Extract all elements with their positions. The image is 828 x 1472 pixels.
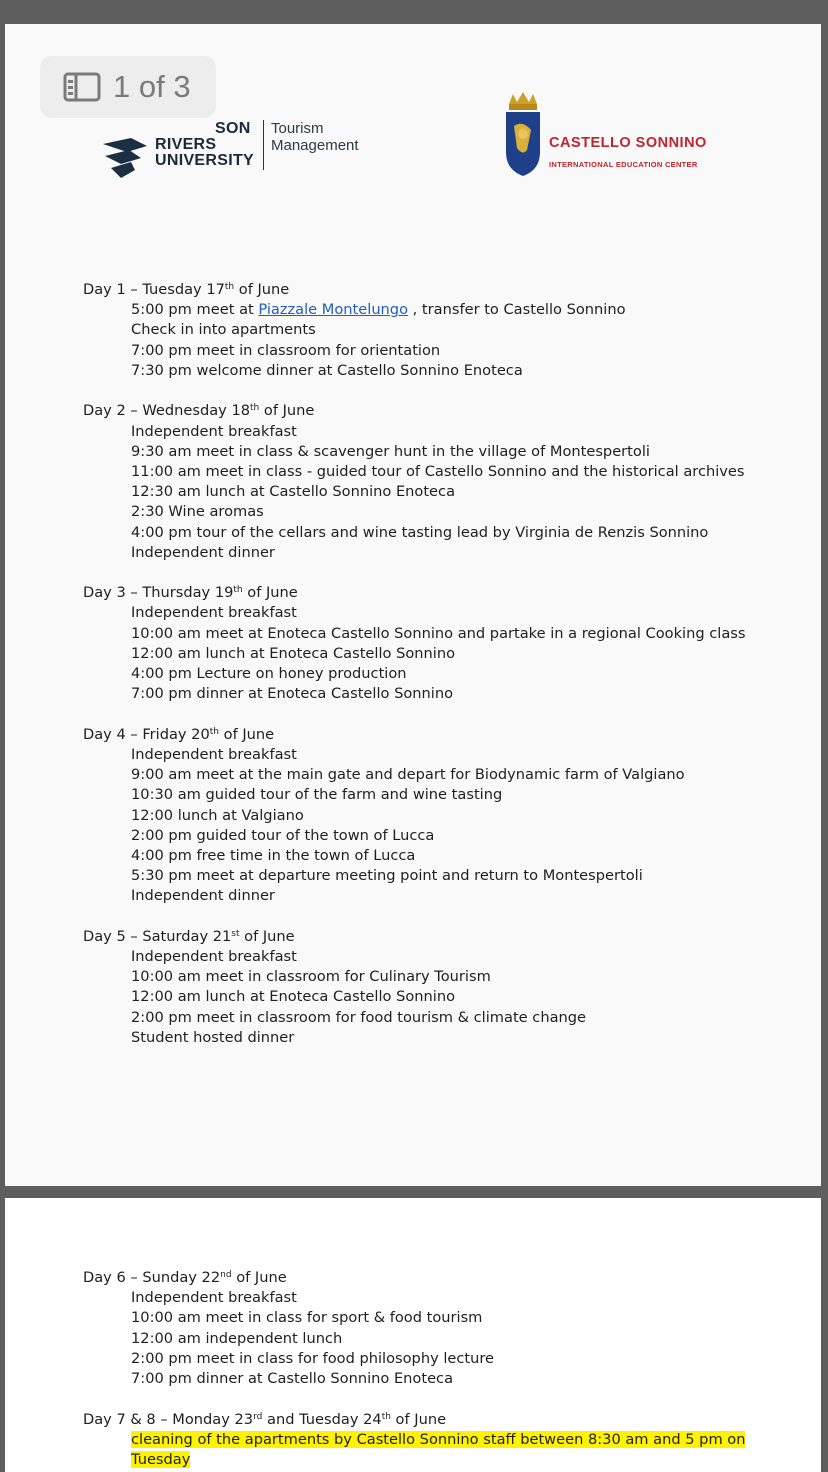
day-7-8 — [83, 1410, 821, 1471]
schedule-item: 10:30 am guided tour of the farm and wine tasting — [131, 786, 503, 804]
ordinal-suffix: th — [209, 726, 219, 737]
wordmark-line: UNIVERSITY — [155, 152, 255, 169]
day-heading — [83, 725, 821, 745]
schedule-item: 4:00 pm Lecture on honey production — [131, 665, 407, 683]
schedule-item: Student hosted dinner — [131, 1028, 295, 1046]
ordinal-suffix: nd — [220, 1270, 232, 1280]
schedule-item: 2:30 Wine aromas — [131, 503, 264, 521]
day-heading — [83, 401, 821, 421]
document-page-1 — [5, 24, 821, 1186]
heading-text: of June — [219, 725, 275, 743]
schedule-item: 2:00 pm guided tour of the town of Lucca — [131, 826, 435, 844]
schedule-item — [83, 300, 751, 320]
schedule-text: , transfer to Castello Sonnino — [408, 301, 626, 319]
highlighted-text: cleaning of the apartments by Castello Sonnino staff between 8:30 am and 5 pm on Tuesday — [131, 1430, 746, 1468]
department-line: Tourism — [271, 120, 324, 137]
itinerary — [83, 280, 821, 1068]
schedule-item: Independent breakfast — [131, 948, 297, 966]
schedule-item: 7:00 pm meet in classroom for orientation — [131, 341, 441, 359]
ordinal-suffix: rd — [253, 1411, 263, 1422]
department-line: Management — [271, 137, 359, 154]
schedule-item: 12:00 am lunch at Enoteca Castello Sonnino — [131, 988, 456, 1006]
schedule-item: 4:00 pm tour of the cellars and wine tasting lead by Virginia de Renzis Sonnino — [131, 523, 709, 541]
schedule-item: Independent breakfast — [131, 745, 297, 763]
heading-text: of June — [390, 1410, 447, 1428]
heading-text: Day 2 – Wednesday 18 — [83, 402, 251, 420]
day-1 — [83, 280, 821, 381]
day-2 — [83, 401, 821, 563]
day-heading — [83, 280, 821, 300]
schedule-item: Check in into apartments — [131, 321, 316, 339]
schedule-item: 11:00 am meet in class - guided tour of Castello Sonnino and the historical archives — [131, 462, 745, 480]
schedule-item: 9:30 am meet in class & scavenger hunt in the village of Montespertoli — [131, 442, 650, 460]
schedule-text: 5:00 pm meet at — [131, 301, 259, 319]
itinerary-continued — [83, 1268, 821, 1472]
heading-text: Day 5 – Saturday 21 — [83, 927, 232, 945]
heading-text: of June — [259, 402, 315, 420]
castello-sonnino-name: CASTELLO SONNINO — [549, 135, 707, 151]
day-heading — [83, 1268, 821, 1288]
heading-text: of June — [239, 927, 295, 945]
heading-text: of June — [234, 281, 290, 298]
schedule-item: Independent breakfast — [131, 604, 297, 622]
schedule-item: 10:00 am meet at Enoteca Castello Sonnino and partake in a regional Cooking class — [131, 624, 746, 642]
castello-sonnino-logo — [503, 90, 733, 182]
day-6 — [83, 1268, 821, 1389]
schedule-item: 2:00 pm meet in class for food philosophy lecture — [131, 1349, 495, 1367]
department-name — [271, 120, 359, 154]
schedule-item: 10:00 am meet in class for sport & food tourism — [131, 1309, 483, 1327]
schedule-item: Independent breakfast — [131, 422, 297, 440]
piazzale-montelungo-link[interactable]: Piazzale Montelungo — [258, 301, 409, 319]
heading-text: Day 1 – Tuesday 17 — [83, 281, 225, 298]
ordinal-suffix: st — [231, 928, 240, 939]
day-4 — [83, 725, 821, 907]
university-mark-icon — [101, 136, 151, 180]
schedule-item: Independent breakfast — [131, 1289, 297, 1307]
document-page-2 — [5, 1198, 821, 1472]
ordinal-suffix: th — [381, 1411, 391, 1422]
wordmark-line: SON — [215, 120, 251, 137]
heading-text: and Tuesday 24 — [262, 1410, 382, 1428]
heading-text: of June — [231, 1269, 287, 1286]
schedule-item: Independent dinner — [131, 543, 275, 561]
schedule-item: Independent dinner — [131, 887, 275, 905]
heading-text: Day 7 & 8 – Monday 23 — [83, 1410, 254, 1428]
page-list-icon — [63, 72, 101, 102]
schedule-item: 7:00 pm dinner at Castello Sonnino Enoteca — [131, 1370, 454, 1388]
ordinal-suffix: th — [233, 585, 243, 596]
schedule-item: 12:30 am lunch at Castello Sonnino Enoteca — [131, 483, 456, 501]
crest-icon — [503, 90, 543, 178]
schedule-item: 5:30 pm meet at departure meeting point and return to Montespertoli — [131, 867, 643, 885]
ordinal-suffix: th — [224, 282, 235, 292]
schedule-item: 7:00 pm dinner at Enoteca Castello Sonnino — [131, 685, 454, 703]
heading-text: Day 4 – Friday 20 — [83, 725, 210, 743]
day-3 — [83, 583, 821, 704]
ordinal-suffix: th — [250, 403, 260, 414]
schedule-item: 2:00 pm meet in classroom for food tourism & climate change — [131, 1008, 586, 1026]
schedule-item: 12:00 am lunch at Enoteca Castello Sonnino — [131, 644, 456, 662]
schedule-item: 9:00 am meet at the main gate and depart for Biodynamic farm of Valgiano — [131, 766, 685, 784]
highlighted-item — [83, 1430, 751, 1470]
schedule-item: 12:00 lunch at Valgiano — [131, 806, 304, 824]
heading-text: Day 6 – Sunday 22 — [83, 1269, 221, 1286]
wordmark-line: RIVERS — [155, 136, 217, 153]
schedule-item: 4:00 pm free time in the town of Lucca — [131, 846, 416, 864]
schedule-item: 10:00 am meet in classroom for Culinary Tourism — [131, 968, 491, 986]
castello-sonnino-subtitle: INTERNATIONAL EDUCATION CENTER — [549, 160, 698, 169]
schedule-item: 12:00 am independent lunch — [131, 1329, 343, 1347]
schedule-item: 7:30 pm welcome dinner at Castello Sonnino Enoteca — [131, 361, 523, 379]
heading-text: of June — [242, 584, 298, 602]
heading-text: Day 3 – Thursday 19 — [83, 584, 234, 602]
day-heading — [83, 927, 821, 947]
day-5 — [83, 927, 821, 1048]
day-heading — [83, 1410, 821, 1430]
page-counter[interactable] — [40, 56, 216, 118]
page-counter-label: 1 of 3 — [113, 69, 191, 104]
day-heading — [83, 583, 821, 603]
logo-divider — [263, 120, 264, 170]
